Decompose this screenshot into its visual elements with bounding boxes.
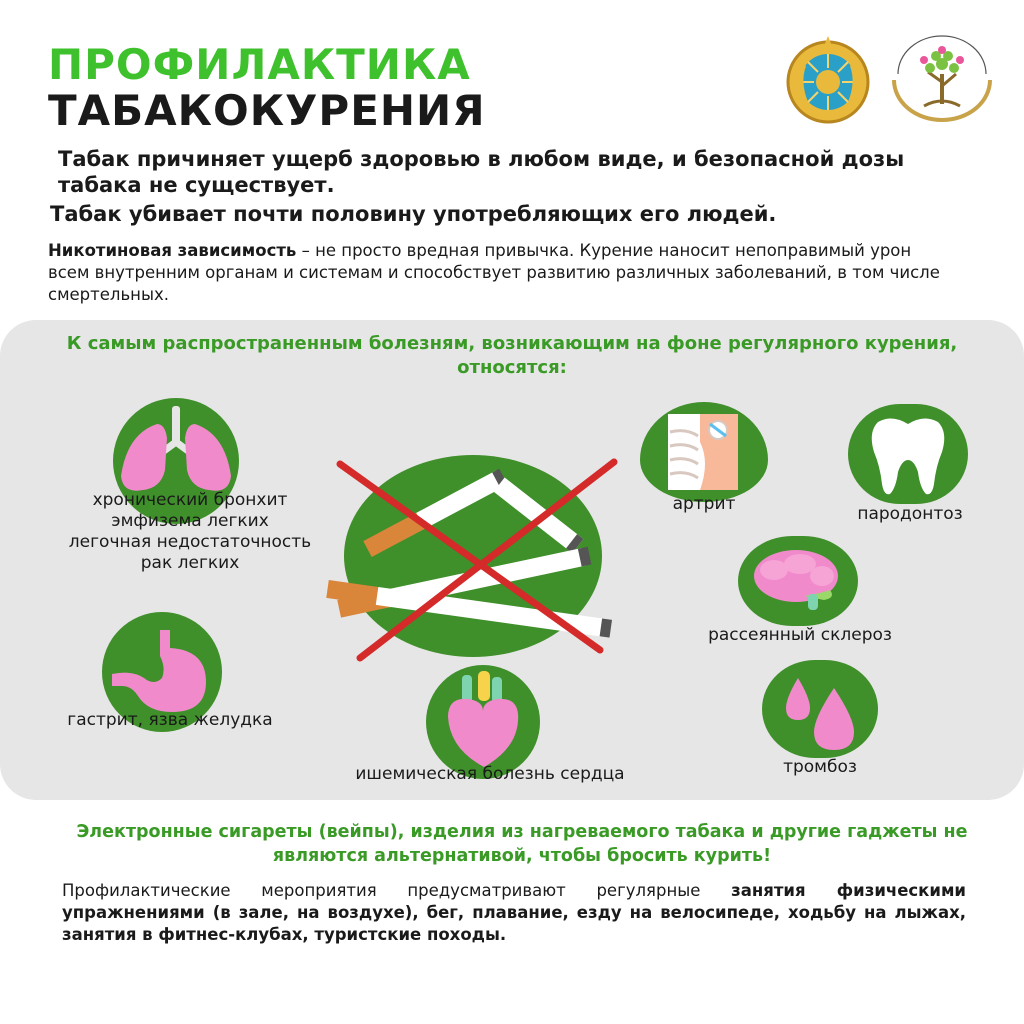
intro-paragraph-text: – не просто вредная привычка. Курение наносит непоправимый урон всем внутренним органам и системам и способствует развитию различных заболеваний, в том числе смертельных.: [48, 241, 940, 304]
shoulder-joint-icon: [640, 402, 768, 502]
diseases-panel-title: К самым распространенным болезням, возникающим на фоне регулярного курения, относятся:: [66, 333, 958, 378]
health-center-logo-icon: [884, 34, 1000, 124]
page-title-line1: ПРОФИЛАКТИКА: [48, 40, 471, 89]
prevention-activities: занятия физическими упражнениями (в зале, на воздухе), бег, плавание, езду на велосипеде, ходьбу на лыжах, занятия в фитнес-клубах, туристские походы.: [62, 881, 966, 944]
disease-bronchitis: хронический бронхит: [92, 490, 288, 510]
disease-lung-cancer: рак легких: [140, 553, 240, 573]
state-emblem-icon: [780, 32, 876, 128]
brain-icon: [738, 536, 858, 626]
disease-thrombosis: тромбоз: [783, 757, 857, 777]
lead-statement-2: Табак убивает почти половину употребляющих его людей.: [50, 202, 777, 226]
lungs-diseases-list: [20, 490, 360, 574]
disease-emphysema: эмфизема легких: [111, 511, 269, 531]
intro-paragraph: [48, 240, 948, 306]
page-title-line2: ТАБАКОКУРЕНИЯ: [48, 86, 486, 135]
disease-arthritis: артрит: [672, 494, 736, 514]
intro-bold-term: Никотиновая зависимость: [48, 241, 297, 260]
prevention-text: Профилактические мероприятия предусматривают регулярные: [62, 881, 732, 900]
blood-drops-icon: [762, 660, 878, 758]
disease-parodontosis: пародонтоз: [857, 504, 963, 524]
lead-statement-1: Табак причиняет ущерб здоровью в любом виде, и безопасной дозы табака не существует.: [58, 147, 905, 197]
vapes-warning: Электронные сигареты (вейпы), изделия из нагреваемого табака и другие гаджеты не являются альтернативой, чтобы бросить курить!: [76, 822, 968, 866]
crossed-cigarettes-icon: [320, 440, 640, 670]
heart-icon: [426, 665, 540, 779]
prevention-paragraph: [62, 880, 966, 946]
disease-ischemic-heart: ишемическая болезнь сердца: [355, 764, 625, 784]
tooth-icon: [848, 404, 968, 504]
disease-respiratory-failure: легочная недостаточность: [68, 532, 312, 552]
disease-gastritis: гастрит, язва желудка: [67, 710, 273, 730]
disease-multiple-sclerosis: рассеянный склероз: [708, 625, 892, 645]
